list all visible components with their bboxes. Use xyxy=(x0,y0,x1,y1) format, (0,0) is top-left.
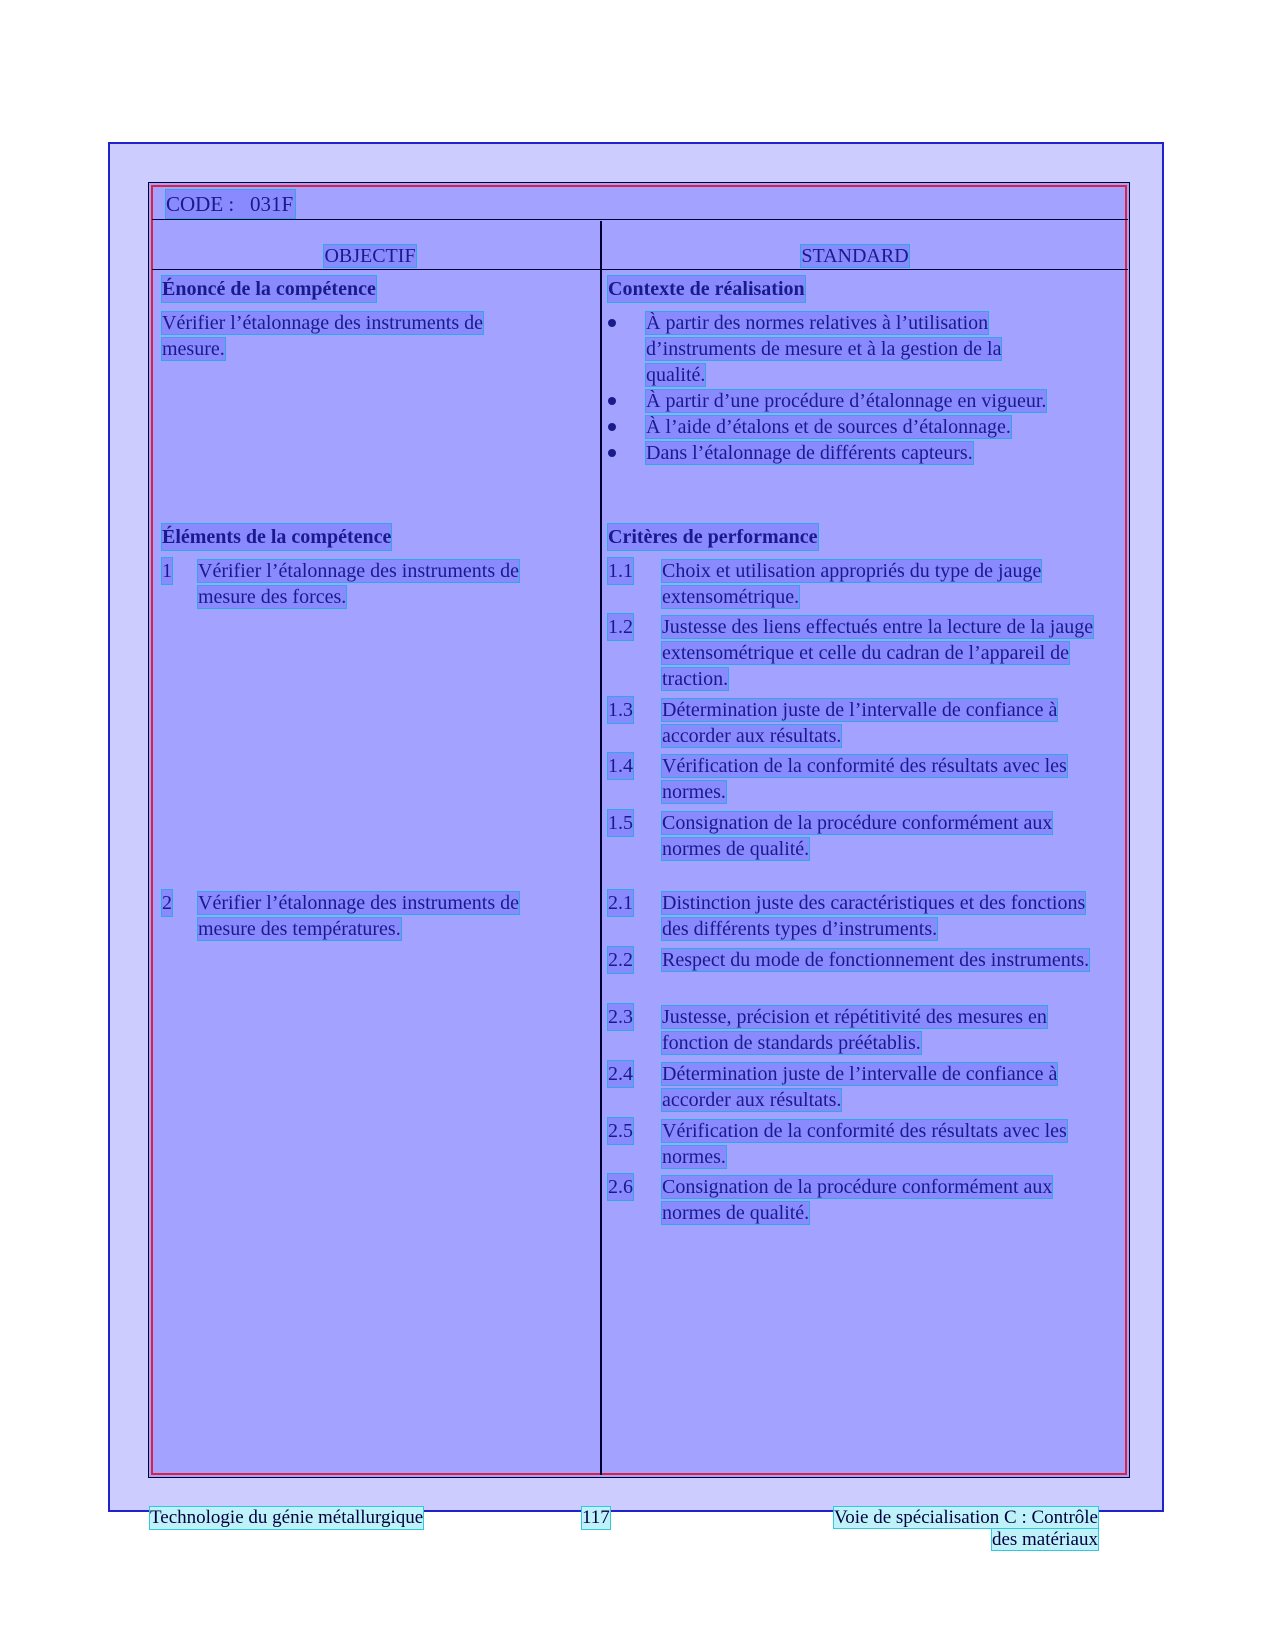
element-item: 2 Vérifier l’étalonnage des instruments de mesure des températures. xyxy=(162,892,519,940)
criterion-item: 2.4 Détermination juste de l’intervalle de confiance à accorder aux résultats. xyxy=(608,1063,1058,1111)
competence-text: Vérifier l’étalonnage des instruments de mesure. xyxy=(162,312,483,360)
criterion-item: 1.4 Vérification de la conformité des résultats avec les normes. xyxy=(608,755,1067,803)
competence-heading: Énoncé de la compétence xyxy=(162,278,376,300)
header-top-rule xyxy=(152,219,1128,220)
criterion-item: 2.2 Respect du mode de fonctionnement des instruments. xyxy=(608,949,1090,971)
code-value: 031F xyxy=(250,192,294,216)
bullet-icon xyxy=(608,449,616,457)
bullet-icon xyxy=(608,397,616,405)
criterion-item: 1.2 Justesse des liens effectués entre la lecture de la jauge extensométrique et celle du cadran de l’appareil de traction. xyxy=(608,616,1094,690)
objectif-header-wrap xyxy=(320,244,420,268)
column-header-objectif: OBJECTIF xyxy=(324,245,416,267)
criterion-item: 2.3 Justesse, précision et répétitivité des mesures en fonction de standards préétablis. xyxy=(608,1006,1047,1054)
context-item: Dans l’étalonnage de différents capteurs. xyxy=(608,440,1060,466)
criteria-heading: Critères de performance xyxy=(608,526,818,548)
header-bottom-rule xyxy=(152,269,1128,270)
bullet-icon xyxy=(608,423,616,431)
code-line xyxy=(166,190,295,218)
footer-section: Voie de spécialisation C : Contrôle des matériaux xyxy=(833,1507,1098,1550)
context-item: À l’aide d’étalons et de sources d’étalonnage. xyxy=(608,414,1060,440)
element-item: 1 Vérifier l’étalonnage des instruments de mesure des forces. xyxy=(162,560,519,608)
criterion-item: 2.6 Consignation de la procédure conformément aux normes de qualité. xyxy=(608,1176,1053,1224)
page-number: 117 xyxy=(582,1507,610,1528)
criterion-item: 1.5 Consignation de la procédure conformément aux normes de qualité. xyxy=(608,812,1053,860)
context-item: À partir d’une procédure d’étalonnage en vigueur. xyxy=(608,388,1060,414)
elements-heading: Éléments de la compétence xyxy=(162,526,392,548)
criterion-item: 2.5 Vérification de la conformité des résultats avec les normes. xyxy=(608,1120,1067,1168)
column-divider xyxy=(600,221,602,1475)
standard-header-label-wrap xyxy=(790,244,920,268)
bullet-icon xyxy=(608,319,616,327)
column-header-standard: STANDARD xyxy=(801,245,909,267)
criterion-item: 2.1 Distinction juste des caractéristiques et des fonctions des différents types d’instruments. xyxy=(608,892,1086,940)
context-heading: Contexte de réalisation xyxy=(608,278,805,300)
context-list xyxy=(608,310,1060,466)
context-item: À partir des normes relatives à l’utilisation d’instruments de mesure et à la gestion de la qualité. xyxy=(608,310,1060,388)
code-label: CODE : xyxy=(166,192,235,216)
criterion-item: 1.1 Choix et utilisation appropriés du type de jauge extensométrique. xyxy=(608,560,1042,608)
criterion-item: 1.3 Détermination juste de l’intervalle de confiance à accorder aux résultats. xyxy=(608,699,1058,747)
footer-title: Technologie du génie métallurgique xyxy=(150,1507,424,1528)
